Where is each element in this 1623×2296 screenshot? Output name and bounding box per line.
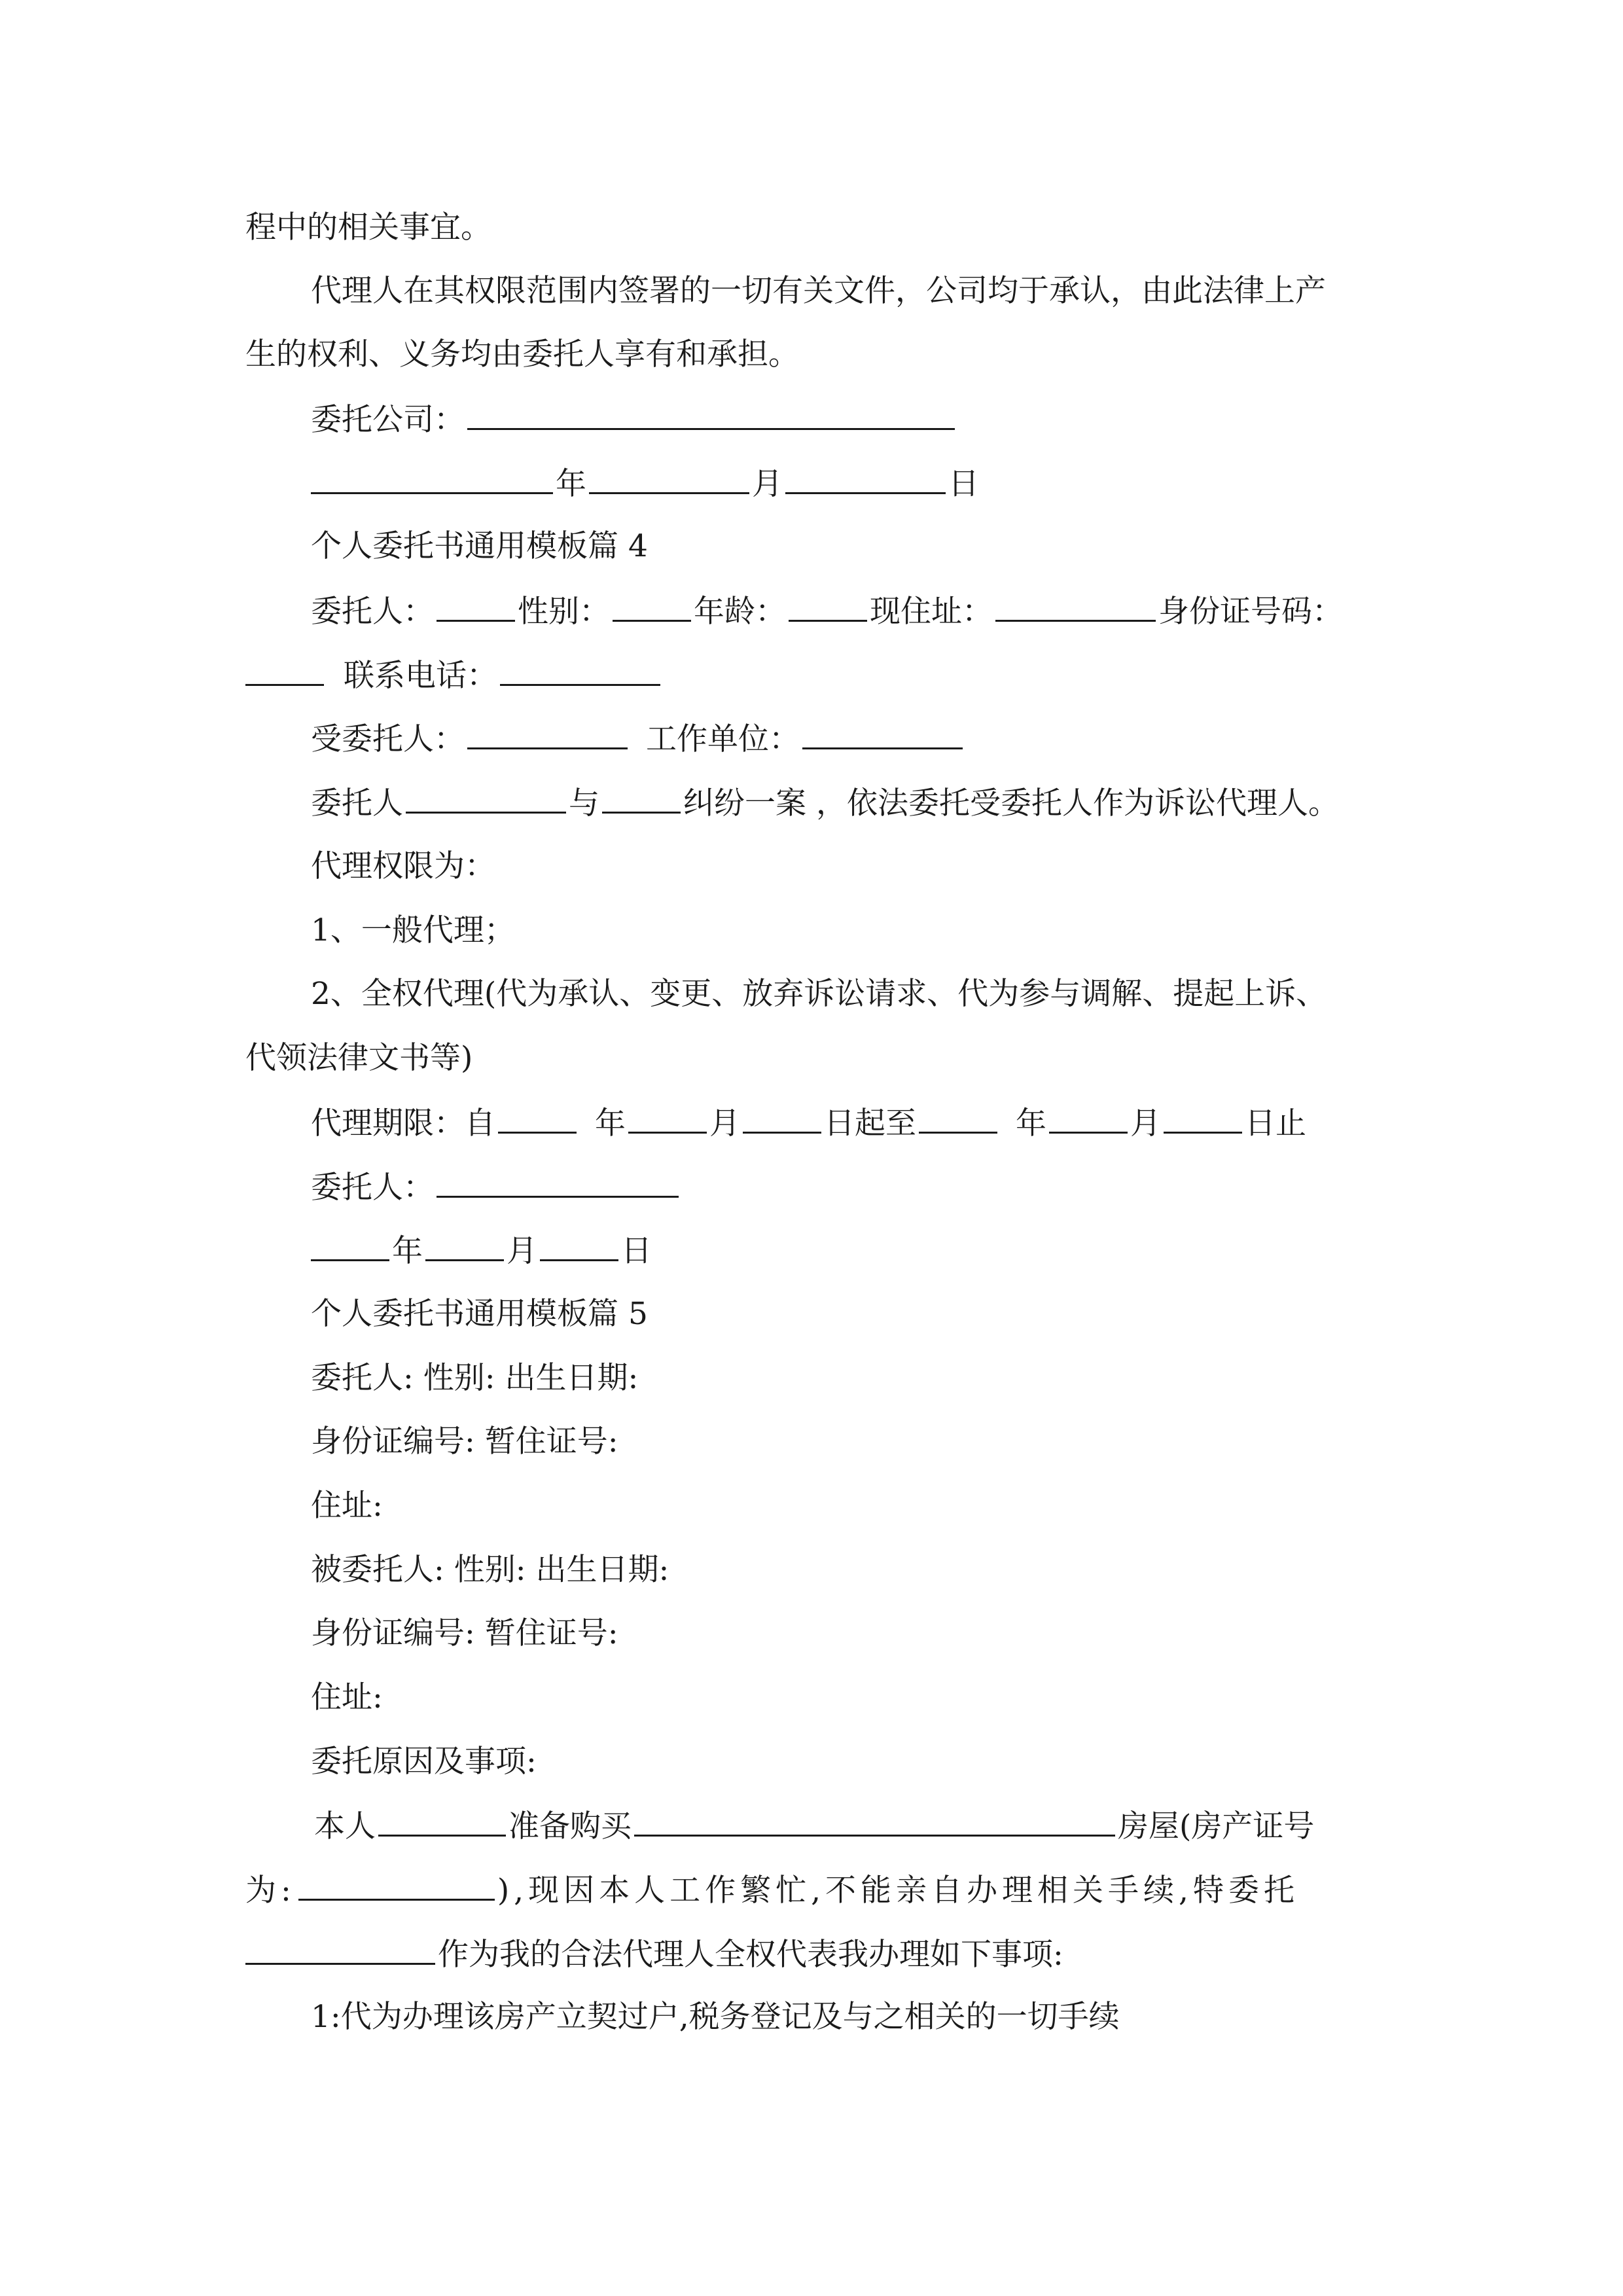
paragraph-line: 生的权利、义务均由委托人享有和承担。 [245,336,799,372]
form-field-line: 住址: [311,1679,383,1715]
date-month-label: 月 [1130,1105,1161,1141]
blank-field [437,1167,679,1198]
age-label: 年龄： [694,594,786,630]
agent-label: 受委托人： [311,721,465,757]
blank-field [919,1103,997,1134]
entrust-text: ),现因本人工作繁忙,不能亲自办理相关手续,特委托 [497,1873,1299,1909]
blank-field [425,1230,504,1261]
principal-info-line [311,591,1343,632]
phone-label: 联系电话： [344,658,497,694]
form-field-line: 住址: [311,1488,383,1524]
period-from-label: 日起至 [824,1105,916,1141]
case-text: 纠纷一案 ，依法委托受委托人作为诉讼代理人。 [683,785,1339,821]
employer-label: 工作单位： [646,721,800,757]
form-field-line: 委托原因及事项: [311,1744,537,1780]
list-item: 1、一般代理； [311,912,515,948]
blank-field [540,1230,618,1261]
blank-field [602,783,681,814]
blank-field [634,1806,1115,1837]
gender-label: 性别： [518,594,610,630]
blank-field [498,1103,577,1134]
phone-line [245,655,663,696]
date-month-label: 月 [709,1105,740,1141]
date-day-label: 日 [948,466,979,502]
principal-label: 委托人： [311,594,434,630]
period-to-label: 日止 [1245,1105,1306,1141]
blank-field [245,1934,435,1965]
blank-field [1049,1103,1128,1134]
purchase-line [245,1870,1299,1910]
client-company-label: 委托公司： [311,402,465,438]
blank-field [467,719,628,749]
blank-field [437,591,515,622]
blank-field [743,1103,821,1134]
paragraph-line: 程中的相关事宜。 [245,209,491,245]
date-month-label: 月 [752,466,783,502]
principal-signature-label: 委托人： [311,1170,434,1206]
blank-field [1164,1103,1242,1134]
purchase-line [245,1934,1063,1975]
purchase-label: 准备购买 [508,1808,632,1844]
form-field-line: 被委托人: 性别: 出生日期: [311,1552,669,1588]
agent-authority-text: 作为我的合法代理人全权代表我办理如下事项: [438,1937,1063,1973]
blank-field [613,591,691,622]
property-cert-label: 房屋(房产证号 [1118,1808,1315,1844]
blank-field [785,463,946,494]
purchase-line [314,1806,1314,1846]
signature-line [311,1167,681,1208]
list-item: 2、全权代理(代为承认、变更、放弃诉讼请求、代为参与调解、提起上诉、 [311,976,1327,1012]
agency-period-line [311,1103,1306,1143]
case-line [311,783,1339,823]
date-month-label: 月 [507,1233,537,1269]
blank-field [378,1806,506,1837]
blank-field [311,463,553,494]
address-label: 现住址： [870,594,993,630]
self-label: 本人 [314,1808,376,1844]
date-year-label: 年 [1016,1105,1046,1141]
blank-field [406,783,566,814]
date-day-label: 日 [621,1233,652,1269]
date-line [311,1230,652,1271]
period-label: 代理期限：自 [311,1105,495,1141]
form-field-line: 身份证编号: 暂住证号: [311,1424,618,1460]
case-with-label: 与 [569,785,599,821]
paragraph-line: 代理人在其权限范围内签署的一切有关文件，公司均于承认，由此法律上产 [311,273,1326,309]
blank-field [500,655,660,686]
case-principal-label: 委托人 [311,785,403,821]
blank-field [298,1870,495,1901]
blank-field [311,1230,389,1261]
form-field-line: 身份证编号: 暂住证号: [311,1615,618,1651]
blank-field [589,463,749,494]
form-field-line: 委托人: 性别: 出生日期: [311,1360,639,1396]
section-heading: 个人委托书通用模板篇 5 [311,1296,648,1332]
client-company-line [311,399,957,440]
date-year-label: 年 [556,466,586,502]
blank-field [245,655,324,686]
paragraph-line: 代领法律文书等) [245,1040,473,1076]
section-heading: 个人委托书通用模板篇 4 [311,528,648,564]
list-item: 1:代为办理该房产立契过户,税务登记及与之相关的一切手续 [311,1999,1120,2035]
blank-field [802,719,963,749]
blank-field [467,399,955,430]
id-number-label: 身份证号码： [1158,594,1343,630]
blank-field [628,1103,707,1134]
date-line [311,463,979,504]
blank-field [995,591,1156,622]
blank-field [789,591,867,622]
agent-line [311,719,965,759]
cert-number-label: 为: [245,1873,296,1909]
date-year-label: 年 [392,1233,423,1269]
date-year-label: 年 [595,1105,626,1141]
paragraph-line: 代理权限为： [311,848,495,884]
